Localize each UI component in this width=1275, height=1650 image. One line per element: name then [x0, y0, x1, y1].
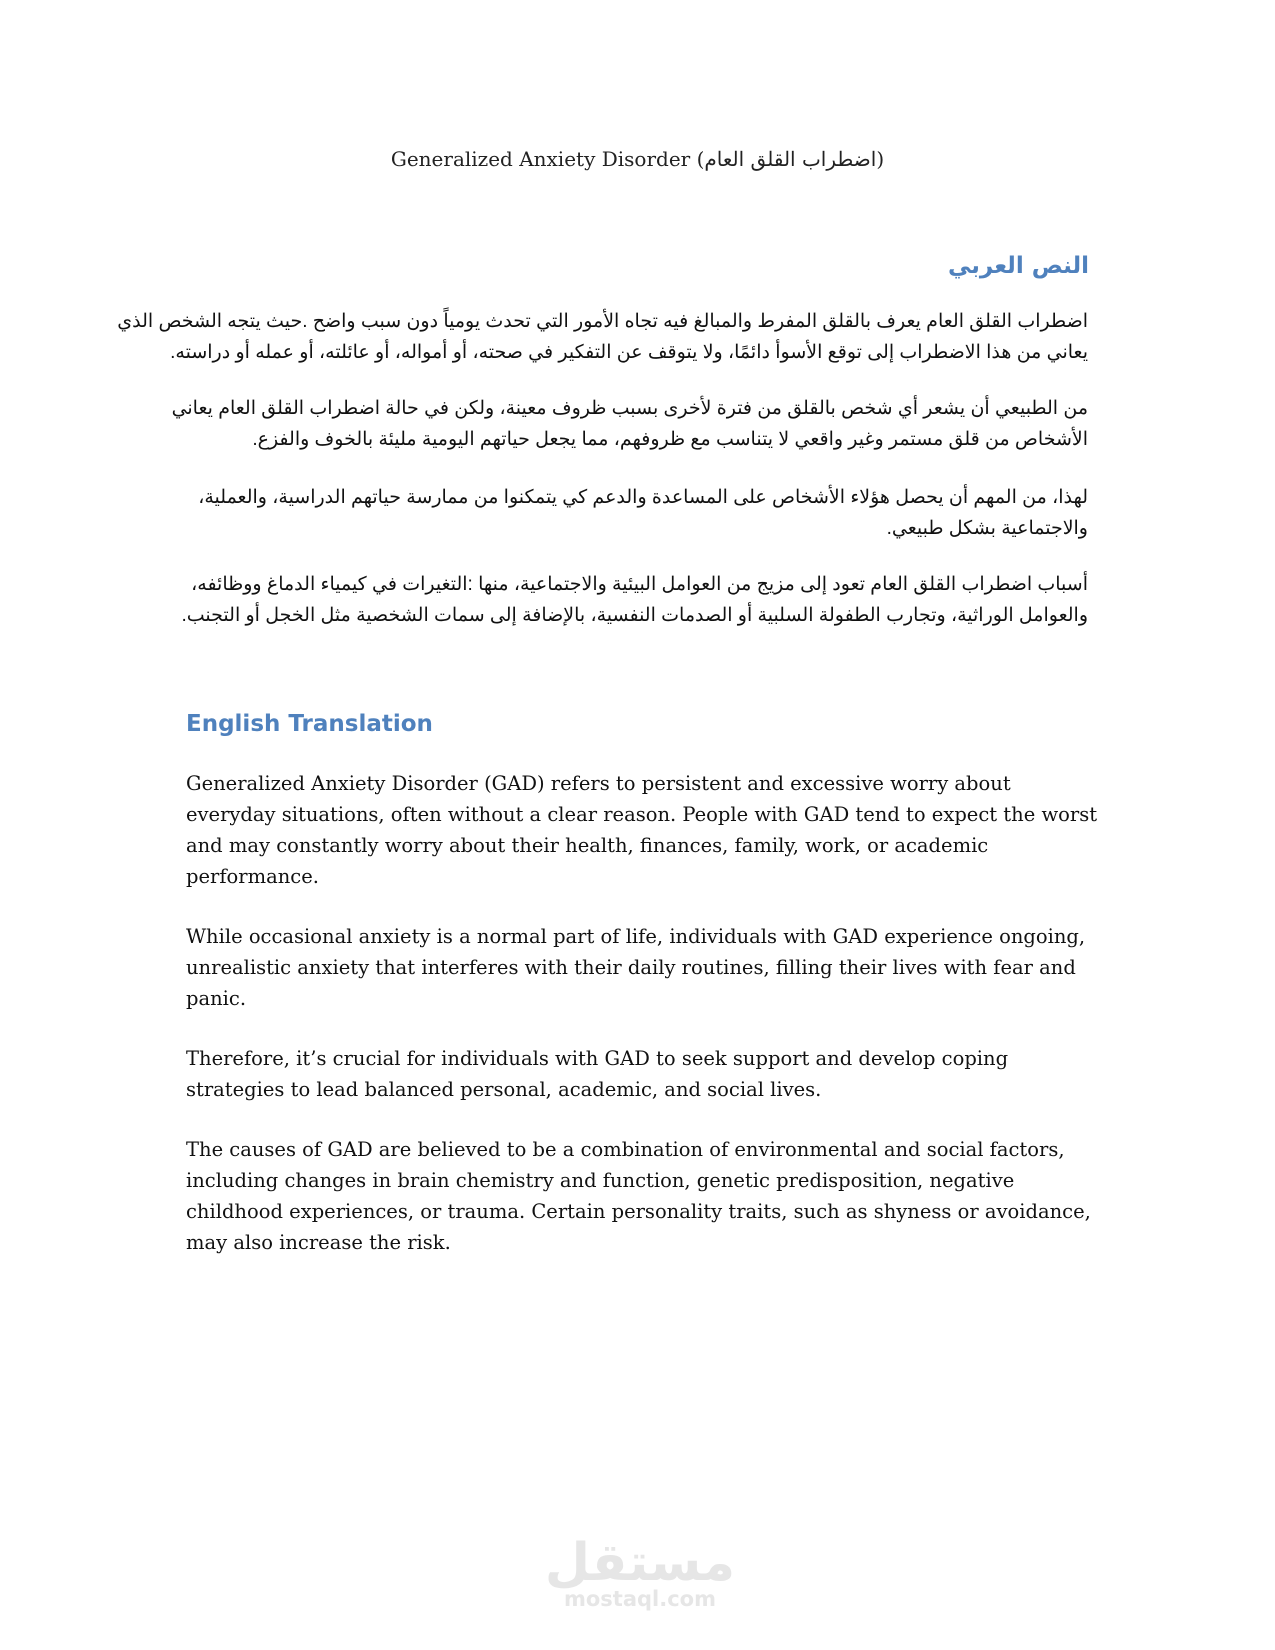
english-line: Generalized Anxiety Disorder (GAD) refers to persistent and excessive worry about	[186, 772, 1011, 795]
english-line: childhood experiences, or trauma. Certain personality traits, such as shyness or avoidance,	[186, 1200, 1091, 1223]
english-line: unrealistic anxiety that interferes with their daily routines, filling their lives with fear and	[186, 956, 1076, 979]
english-line: The causes of GAD are believed to be a combination of environmental and social factors,	[186, 1138, 1065, 1161]
arabic-line: والاجتماعية بشكل طبيعي.	[886, 518, 1088, 539]
english-line: While occasional anxiety is a normal part of life, individuals with GAD experience ongoing,	[186, 925, 1086, 948]
english-line: may also increase the risk.	[186, 1231, 451, 1254]
english-section-heading: English Translation	[186, 711, 433, 737]
arabic-line: يعاني من هذا الاضطراب إلى توقع الأسوأ دائمًا، ولا يتوقف عن التفكير في صحته، أو أمواله، أو عائلته، أو عمله أو دراسته.	[170, 342, 1088, 363]
english-paragraph-2	[186, 921, 1086, 1014]
english-line: strategies to lead balanced personal, academic, and social lives.	[186, 1078, 822, 1101]
arabic-paragraph-1	[117, 306, 1088, 368]
english-paragraph-3	[186, 1043, 1086, 1105]
arabic-line: اضطراب القلق العام يعرف بالقلق المفرط والمبالغ فيه تجاه الأمور التي تحدث يومياً دون سبب واضح .حيث يتجه الشخص الذي	[117, 311, 1088, 332]
arabic-line: والعوامل الوراثية، وتجارب الطفولة السلبية أو الصدمات النفسية، بالإضافة إلى سمات الشخصية مثل الخجل أو التجنب.	[181, 605, 1088, 626]
arabic-paragraph-3	[186, 482, 1088, 544]
english-line: everyday situations, often without a clear reason. People with GAD tend to expect the worst	[186, 803, 1098, 826]
arabic-paragraph-2	[171, 393, 1088, 455]
english-line: and may constantly worry about their health, finances, family, work, or academic	[186, 834, 989, 857]
english-line: Therefore, it’s crucial for individuals with GAD to seek support and develop coping	[186, 1047, 1009, 1070]
english-line: including changes in brain chemistry and function, genetic predisposition, negative	[186, 1169, 1015, 1192]
watermark-arabic-text: مستقل	[544, 1533, 736, 1593]
arabic-line: لهذا، من المهم أن يحصل هؤلاء الأشخاص على المساعدة والدعم كي يتمكنوا من ممارسة حياتهم الدراسية، والعملية،	[198, 487, 1088, 508]
english-paragraph-1	[186, 768, 1098, 892]
english-line: panic.	[186, 987, 247, 1010]
english-line: performance.	[186, 865, 319, 888]
arabic-paragraph-4	[181, 569, 1088, 631]
document-title: Generalized Anxiety Disorder (اضطراب القلق العام)	[390, 147, 885, 171]
mostaql-watermark-logo	[540, 1535, 740, 1611]
arabic-line: الأشخاص من قلق مستمر وغير واقعي لا يتناسب مع ظروفهم، مما يجعل حياتهم اليومية مليئة بالخوف والفزع.	[252, 429, 1088, 450]
watermark-latin-text: mostaql.com	[564, 1587, 716, 1611]
english-paragraph-4	[186, 1134, 1091, 1258]
arabic-line: من الطبيعي أن يشعر أي شخص بالقلق من فترة لأخرى بسبب ظروف معينة، ولكن في حالة اضطراب القلق العام يعاني	[171, 398, 1088, 419]
arabic-section-heading: النص العربي	[947, 253, 1089, 279]
arabic-line: أسباب اضطراب القلق العام تعود إلى مزيج من العوامل البيئية والاجتماعية، منها :التغيرات في كيمياء الدماغ ووظائفه،	[191, 574, 1088, 595]
